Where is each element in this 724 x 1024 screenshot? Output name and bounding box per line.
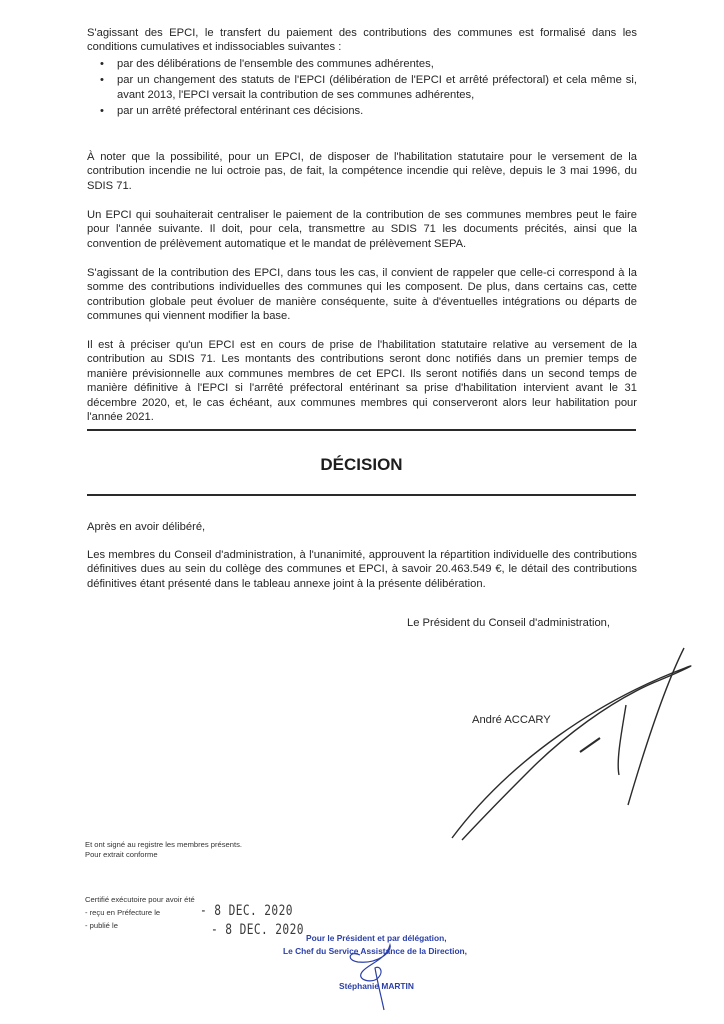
received-date-stamp: - 8 DEC. 2020	[200, 903, 293, 919]
decision-title: DÉCISION	[320, 455, 403, 474]
paragraph-precision: Il est à préciser qu'un EPCI est en cours de prise de l'habilitation statutaire relative au versement de la contribution au SDIS 71. Les montants des contributions seront donc notifiés dans un premier temps de manière prévisionnelle aux communes membres de cet EPCI. Ils seront notifiés dans un second temps de manière définitive à l'EPCI si l'arrêté préfectoral entérinant sa prise d'habilitation intervient avant le 31 décembre 2020, et, le cas échéant, aux communes membres qui conserveront alors leur habilitation pour l'année 2021.	[87, 339, 637, 424]
paragraph-contribution-epci: S'agissant de la contribution des EPCI, dans tous les cas, il convient de rappeler que celle-ci correspond à la somme des contributions individuelles des communes qui les composent. De plus, dans certains cas, cette contribution globale peut évoluer de manière conséquente, suite à d'éventuelles intégrations ou départs de communes qui viennent modifier la base.	[87, 267, 637, 323]
published-label: - publié le	[85, 921, 118, 930]
intro-text: S'agissant des EPCI, le transfert du paiement des contributions des communes est formalisé dans les conditions cumulatives et indissociables suivantes :	[87, 27, 637, 54]
paragraph-habilitation: À noter que la possibilité, pour un EPCI, de disposer de l'habilitation statutaire pour le versement de la contribution incendie ne lui octroie pas, de fait, la compétence incendie qui relève, depuis le 3 mai 1996, du SDIS 71.	[87, 151, 637, 192]
delegation-line1: Pour le Président et par délégation,	[306, 933, 447, 943]
bullet-icon: •	[100, 57, 104, 70]
certification-block: Certifié exécutoire pour avoir été - reçu en Préfecture le - publié le	[85, 895, 195, 930]
signatory-name: André ACCARY	[472, 714, 551, 726]
received-label: - reçu en Préfecture le	[85, 908, 161, 917]
published-date-stamp: - 8 DEC. 2020	[211, 922, 304, 938]
decision-preamble: Après en avoir délibéré,	[87, 521, 206, 533]
signatory-role: Le Président du Conseil d'administration,	[407, 617, 611, 629]
bullet-icon: •	[100, 74, 104, 87]
paragraph-centralisation: Un EPCI qui souhaiterait centraliser le paiement de la contribution de ses communes membres peut le faire pour l'année suivante. Il doit, pour cela, transmettre au SDIS 71 les documents précités, ainsi que la convention de prélèvement automatique et le mandat de prélèvement SEPA.	[87, 209, 637, 250]
list-item: • par un changement des statuts de l'EPCI (délibération de l'EPCI et arrêté préfectoral) et cela même si, avant 2013, l'EPCI versait la contribution de ses communes adhérentes,	[100, 74, 637, 101]
delegation-line2: Le Chef du Service Assistance de la Direction,	[283, 946, 468, 956]
list-item: • par un arrêté préfectoral entérinant ces décisions.	[100, 105, 364, 118]
registry-note: Et ont signé au registre les membres présents. Pour extrait conforme	[85, 840, 243, 859]
decision-body: Les membres du Conseil d'administration, à l'unanimité, approuvent la répartition individuelle des contributions définitives dues au sein du collège des communes et EPCI, à savoir 20.463.549 €, le détail des contributions définitives étant présenté dans le tableau annexe joint à la présente délibération.	[87, 549, 637, 590]
list-item: • par des délibérations de l'ensemble des communes adhérentes,	[100, 57, 434, 70]
delegation-name: Stéphanie MARTIN	[339, 981, 414, 991]
bullet-icon: •	[100, 105, 104, 118]
